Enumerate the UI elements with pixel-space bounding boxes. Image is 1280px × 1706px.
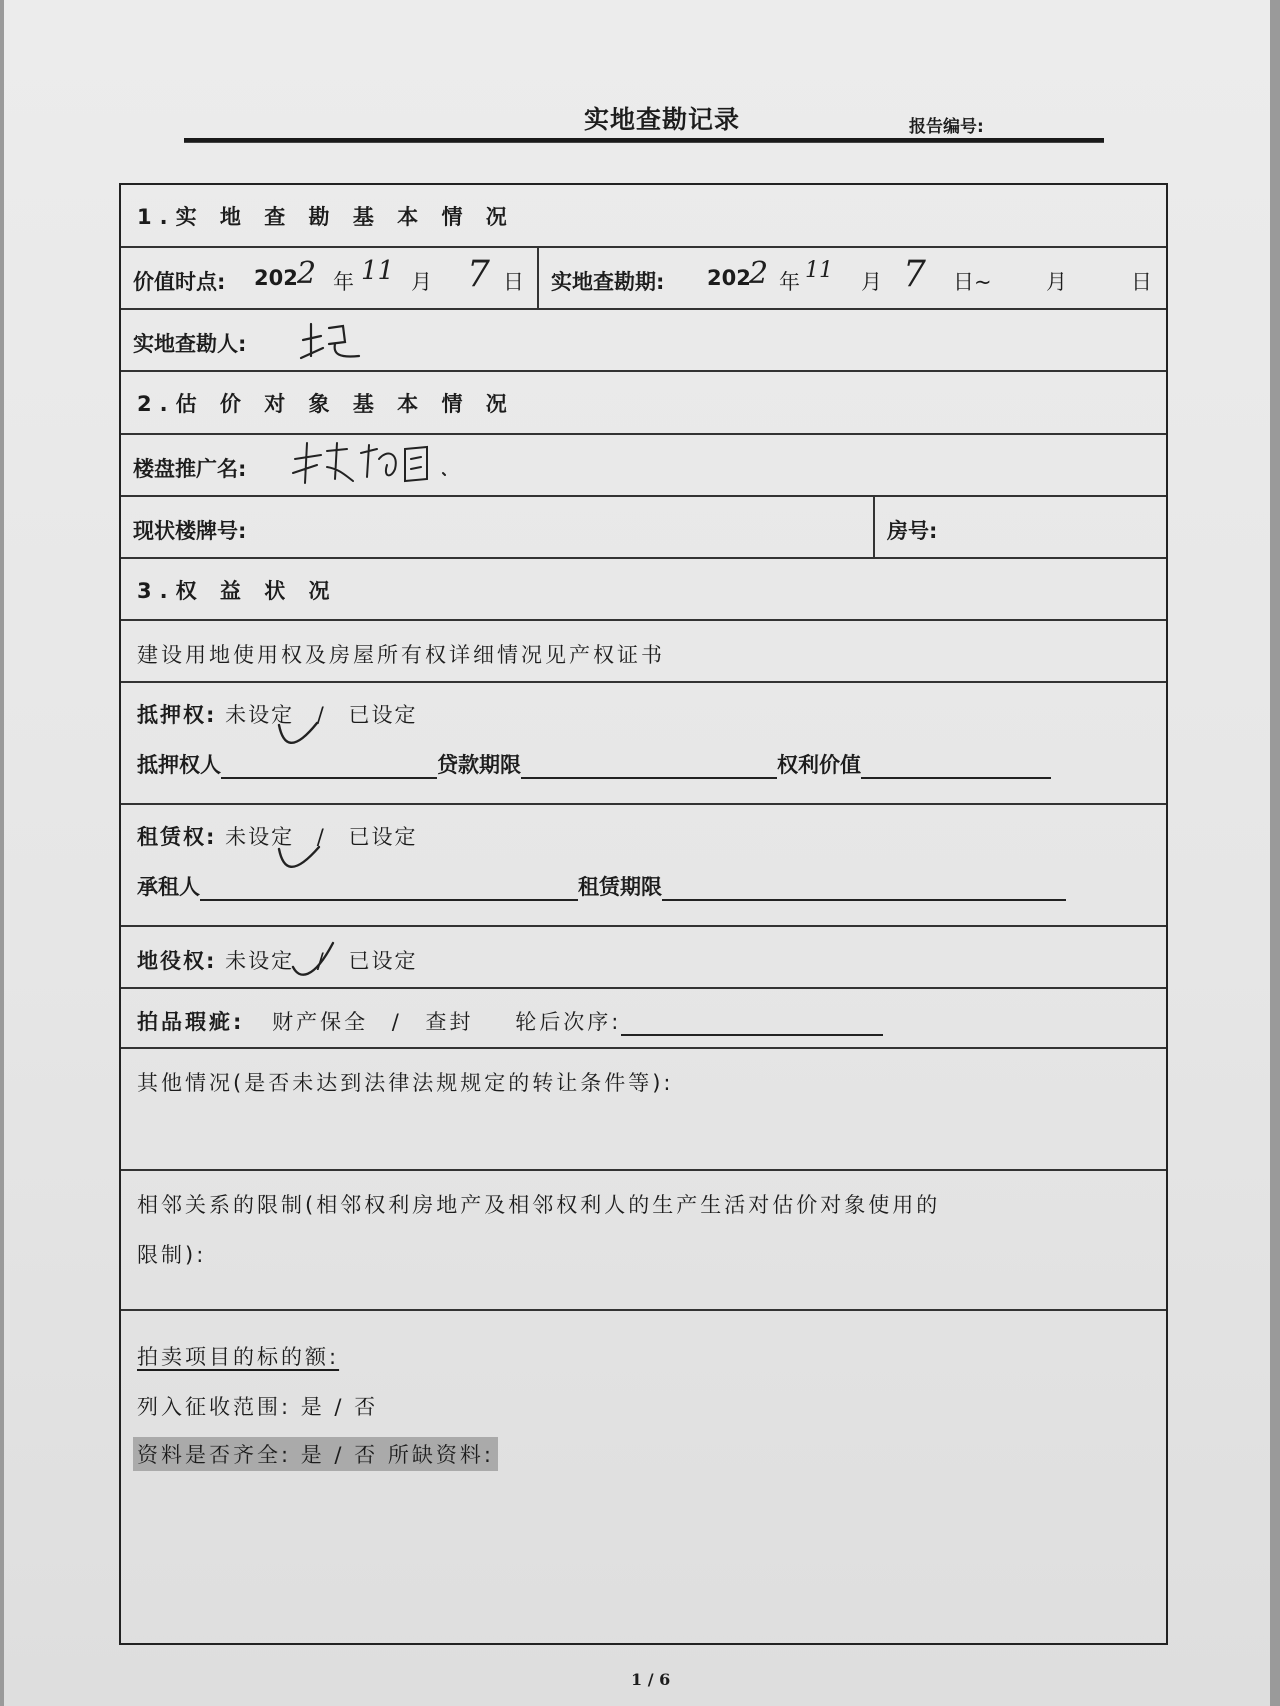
mortgagee-blank bbox=[221, 757, 437, 779]
seizure-order-blank bbox=[621, 1014, 883, 1036]
tenant-label: 承租人 bbox=[137, 875, 200, 899]
mortgage-row bbox=[121, 683, 1166, 805]
expropriation-line: 列入征收范围: 是 / 否 bbox=[137, 1395, 379, 1419]
survey-date-month-char: 月 bbox=[861, 270, 882, 294]
dates-row bbox=[121, 248, 1166, 310]
project-name-label: 楼盘推广名: bbox=[133, 457, 247, 481]
easement-status-label: 地役权: bbox=[137, 949, 217, 973]
title-rule bbox=[184, 138, 1104, 143]
project-name-row bbox=[121, 435, 1166, 497]
lease-option-set: 已设定 bbox=[348, 825, 418, 849]
value-date-day-char: 日 bbox=[503, 270, 524, 294]
value-date-day-handwritten: 7 bbox=[467, 254, 490, 295]
loan-term-label: 贷款期限 bbox=[437, 753, 521, 777]
survey-date-year-prefix: 202 bbox=[707, 266, 751, 290]
loan-term-blank bbox=[521, 757, 777, 779]
surveyor-label: 实地查勘人: bbox=[133, 332, 247, 356]
building-no-label: 现状楼牌号: bbox=[133, 519, 247, 543]
cert-note-row bbox=[121, 621, 1166, 683]
docs-complete-line: 资料是否齐全: 是 / 否 所缺资料: bbox=[133, 1437, 498, 1471]
easement-checkmark-icon bbox=[289, 941, 337, 983]
value-date-label: 价值时点: bbox=[133, 270, 226, 294]
lease-term-blank bbox=[662, 879, 1066, 901]
lease-term-label: 租赁期限 bbox=[578, 875, 662, 899]
survey-form bbox=[119, 183, 1168, 1645]
other-label: 其他情况(是否未达到法律法规规定的转让条件等): bbox=[137, 1071, 674, 1095]
lease-details-line bbox=[137, 871, 1066, 901]
room-no-label: 房号: bbox=[887, 519, 938, 543]
document-page bbox=[4, 0, 1270, 1706]
easement-row bbox=[121, 927, 1166, 989]
easement-status-line bbox=[137, 945, 418, 975]
defects-label: 拍品瑕疵: bbox=[137, 1010, 245, 1034]
cert-note: 建设用地使用权及房屋所有权详细情况见产权证书 bbox=[137, 643, 665, 667]
neighbor-row bbox=[121, 1171, 1166, 1311]
section2-heading: 2.估 价 对 象 基 本 情 况 bbox=[137, 392, 515, 416]
survey-date-label: 实地查勘期: bbox=[551, 270, 665, 294]
other-row bbox=[121, 1049, 1166, 1171]
survey-date-month-handwritten: 11 bbox=[805, 258, 833, 283]
right-value-label: 权利价值 bbox=[777, 753, 861, 777]
easement-option-unset: 未设定 bbox=[225, 949, 295, 973]
lease-row bbox=[121, 805, 1166, 927]
document-title: 实地查勘记录 bbox=[584, 105, 741, 134]
defects-row bbox=[121, 989, 1166, 1049]
right-value-blank bbox=[861, 757, 1051, 779]
mortgage-option-unset: 未设定 bbox=[225, 703, 295, 727]
value-date-year-prefix: 202 bbox=[254, 266, 298, 290]
mortgage-status-label: 抵押权: bbox=[137, 703, 217, 727]
auction-row bbox=[121, 1311, 1166, 1643]
building-room-divider bbox=[873, 497, 875, 557]
neighbor-label-line2: 限制): bbox=[137, 1243, 207, 1267]
report-number-label: 报告编号: bbox=[909, 117, 984, 137]
mortgagee-label: 抵押权人 bbox=[137, 753, 221, 777]
section3-heading: 3.权 益 状 况 bbox=[137, 579, 338, 603]
surveyor-signature bbox=[299, 318, 379, 362]
lease-separator: / bbox=[316, 825, 326, 849]
survey-date-year-char: 年 bbox=[779, 270, 800, 294]
survey-date-end-month-char: 月 bbox=[1046, 270, 1067, 294]
defects-option-seizure: 查封 bbox=[425, 1010, 474, 1034]
survey-date-end-day-char: 日 bbox=[1131, 270, 1152, 294]
easement-separator: / bbox=[316, 949, 326, 973]
survey-date-day-handwritten: 7 bbox=[903, 254, 926, 295]
lease-status-label: 租赁权: bbox=[137, 825, 217, 849]
defects-line bbox=[137, 1006, 883, 1036]
tenant-blank bbox=[200, 879, 578, 901]
lease-option-unset: 未设定 bbox=[225, 825, 295, 849]
building-room-row bbox=[121, 497, 1166, 559]
project-name-handwritten bbox=[287, 439, 477, 489]
seizure-order-label: 轮后次序: bbox=[515, 1010, 622, 1034]
easement-option-set: 已设定 bbox=[348, 949, 418, 973]
section1-heading: 1.实 地 查 勘 基 本 情 况 bbox=[137, 205, 515, 229]
dates-divider bbox=[537, 248, 539, 308]
value-date-month-handwritten: 11 bbox=[361, 256, 395, 286]
mortgage-separator: / bbox=[316, 703, 326, 727]
page-number: 1 / 6 bbox=[631, 1670, 671, 1689]
value-date-year-handwritten: 2 bbox=[297, 256, 317, 291]
auction-target-label: 拍卖项目的标的额: bbox=[137, 1345, 340, 1369]
value-date-year-char: 年 bbox=[333, 270, 354, 294]
defects-separator: / bbox=[391, 1010, 402, 1034]
surveyor-row bbox=[121, 310, 1166, 372]
neighbor-label-line1: 相邻关系的限制(相邻权利房地产及相邻权利人的生产生活对估价对象使用的 bbox=[137, 1193, 941, 1217]
mortgage-option-set: 已设定 bbox=[348, 703, 418, 727]
section3-heading-row bbox=[121, 559, 1166, 621]
section1-heading-row bbox=[121, 185, 1166, 248]
defects-option-preservation: 财产保全 bbox=[272, 1010, 369, 1034]
survey-date-day-char: 日~ bbox=[953, 270, 992, 294]
mortgage-details-line bbox=[137, 749, 1051, 779]
value-date-month-char: 月 bbox=[411, 270, 432, 294]
section2-heading-row bbox=[121, 372, 1166, 435]
survey-date-year-handwritten: 2 bbox=[749, 256, 769, 291]
